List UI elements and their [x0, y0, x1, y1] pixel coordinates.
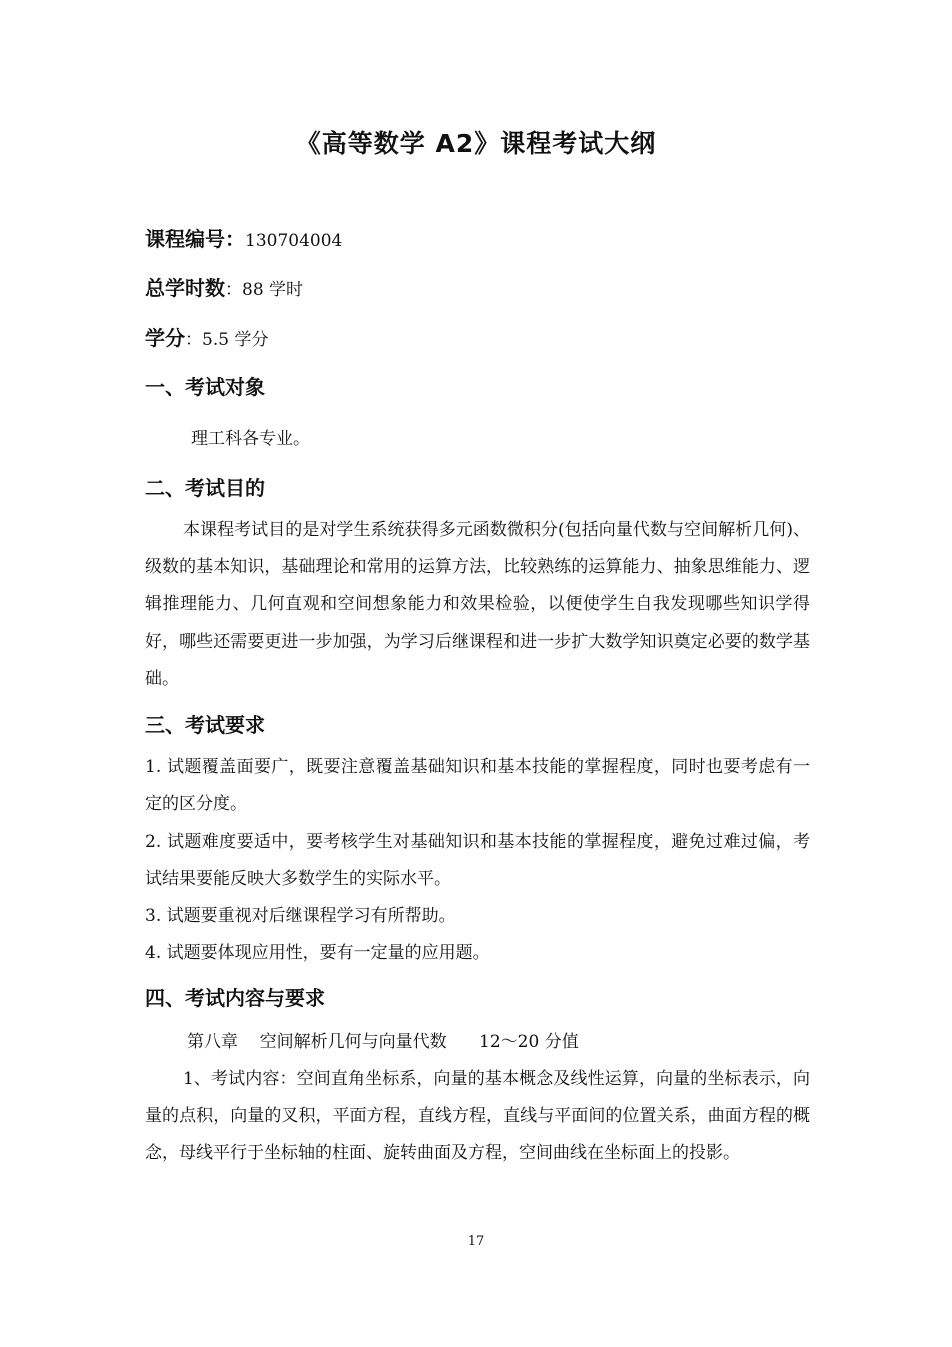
- total-hours-value: ：88 学时: [225, 280, 304, 300]
- total-hours-row: [145, 276, 303, 302]
- page-number: 17: [467, 1234, 485, 1249]
- section-3-heading: 三、考试要求: [145, 713, 265, 737]
- course-code-label: 课程编号：: [145, 227, 245, 251]
- section-3-item-4: 4. 试题要体现应用性，要有一定量的应用题。: [145, 943, 490, 963]
- section-3-item-1: 1. 试题覆盖面要广，既要注意覆盖基础知识和基本技能的掌握程度，同时也要考虑有一定的区分度。: [145, 757, 810, 815]
- course-code-row: [145, 227, 342, 253]
- document-title: 《高等数学 A2》课程考试大纲: [295, 129, 657, 158]
- section-3-item-3: 3. 试题要重视对后继课程学习有所帮助。: [145, 906, 456, 926]
- course-code-value: 130704004: [245, 231, 343, 251]
- section-3-item-2: 2. 试题难度要适中，要考核学生对基础知识和基本技能的掌握程度，避免过难过偏，考试结果要能反映大多数学生的实际水平。: [145, 832, 810, 890]
- credits-value: ：5.5 学分: [185, 330, 269, 350]
- credits-row: [145, 326, 268, 352]
- section-4-content: 1、考试内容：空间直角坐标系，向量的基本概念及线性运算，向量的坐标表示，向量的点积，向量的叉积，平面方程，直线方程，直线与平面间的位置关系，曲面方程的概念，母线平行于坐标轴的柱面、旋转曲面及方程，空间曲线在坐标面上的投影。: [145, 1069, 810, 1164]
- section-2-body: 本课程考试目的是对学生系统获得多元函数微积分(包括向量代数与空间解析几何)、级数的基本知识，基础理论和常用的运算方法，比较熟练的运算能力、抽象思维能力、逻辑推理能力、几何直观和空间想象能力和效果检验，以便使学生自我发现哪些知识学得好，哪些还需要更进一步加强，为学习后继课程和进一步扩大数学知识奠定必要的数学基础。: [145, 520, 810, 689]
- section-4-heading: 四、考试内容与要求: [145, 986, 325, 1010]
- section-2-heading: 二、考试目的: [145, 476, 265, 500]
- total-hours-label: 总学时数: [145, 276, 225, 300]
- credits-label: 学分: [145, 326, 185, 350]
- chapter-line: 第八章 空间解析几何与向量代数 12～20 分值: [187, 1032, 579, 1052]
- section-1-body: 理工科各专业。: [191, 429, 310, 449]
- section-1-heading: 一、考试对象: [145, 375, 265, 399]
